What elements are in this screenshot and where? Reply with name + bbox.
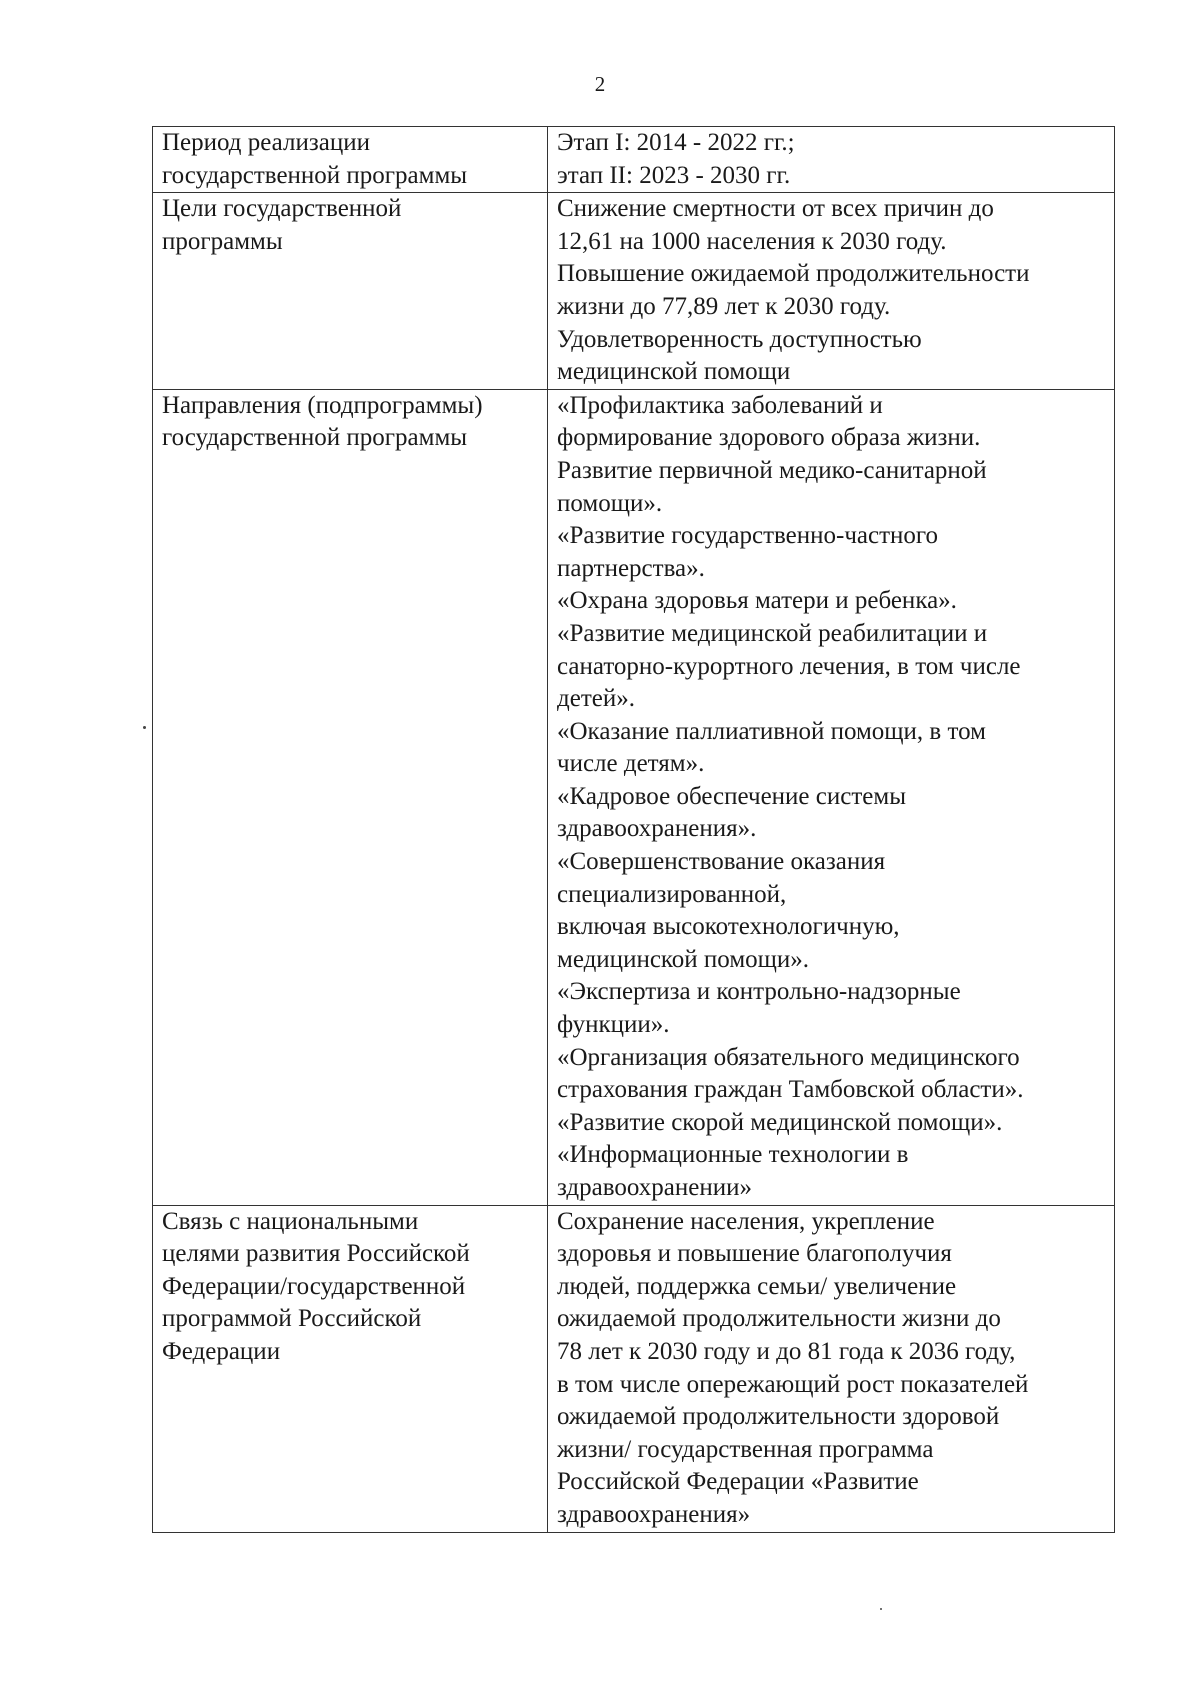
value-line: «Профилактика заболеваний и (557, 391, 883, 419)
value-line: Удовлетворенность доступностью (557, 325, 922, 353)
value-line: Снижение смертности от всех причин до (557, 195, 994, 223)
value-line: медицинской помощи». (557, 945, 810, 973)
value-line: Этап I: 2014 - 2022 гг.; (557, 129, 795, 156)
value-line: числе детям». (557, 750, 705, 778)
value-line: санаторно-курортного лечения, в том числе (557, 652, 1021, 680)
scan-speck (143, 726, 146, 729)
table-row-directions (153, 389, 1115, 1205)
value-line: в том числе опережающий рост показателей (557, 1370, 1029, 1398)
value-line: ожидаемой продолжительности здоровой (557, 1403, 1000, 1431)
label-cell-national-goals (153, 1205, 548, 1532)
value-line: здравоохранения». (557, 815, 757, 843)
label-line: государственной программы (162, 161, 468, 189)
label-line: Направления (подпрограммы) (162, 391, 483, 419)
value-line: Развитие первичной медико-санитарной (557, 456, 987, 484)
value-line: «Развитие скорой медицинской помощи». (557, 1108, 1003, 1136)
value-line: «Охрана здоровья матери и ребенка». (557, 587, 957, 615)
value-line: «Экспертиза и контрольно-надзорные (557, 978, 961, 1006)
label-line: Федерации (162, 1337, 281, 1365)
value-cell-directions (548, 389, 1115, 1205)
value-line: 78 лет к 2030 году и до 81 года к 2036 году, (557, 1337, 1016, 1365)
label-line: программой Российской (162, 1305, 422, 1333)
value-line: «Развитие медицинской реабилитации и (557, 619, 988, 647)
value-line: «Развитие государственно-частного (557, 522, 939, 550)
value-cell-goals (548, 193, 1115, 390)
value-line: Сохранение населения, укрепление (557, 1207, 935, 1235)
value-line: ожидаемой продолжительности жизни до (557, 1305, 1001, 1333)
value-line: включая высокотехнологичную, (557, 913, 900, 941)
label-line: программы (162, 227, 283, 255)
value-line: Российской Федерации «Развитие (557, 1468, 919, 1496)
value-cell-national-goals (548, 1205, 1115, 1532)
value-line: здоровья и повышение благополучия (557, 1240, 952, 1268)
value-line: «Организация обязательного медицинского (557, 1043, 1020, 1071)
program-passport-table (152, 126, 1115, 1533)
value-line: здравоохранении» (557, 1174, 752, 1201)
label-line: Связь с национальными (162, 1207, 419, 1235)
value-line: этап II: 2023 - 2030 гг. (557, 161, 791, 189)
table-row-national-goals (153, 1205, 1115, 1532)
scan-speck (880, 1608, 882, 1610)
value-line: 12,61 на 1000 населения к 2030 году. (557, 227, 947, 255)
value-line: жизни/ государственная программа (557, 1435, 934, 1463)
label-line: целями развития Российской (162, 1240, 470, 1268)
table-row-period (153, 127, 1115, 193)
table-row-goals (153, 193, 1115, 390)
value-line: «Информационные технологии в (557, 1141, 909, 1169)
label-line: государственной программы (162, 424, 468, 452)
value-line: медицинской помощи (557, 358, 791, 386)
value-line: страхования граждан Тамбовской области». (557, 1076, 1024, 1104)
value-cell-period (548, 127, 1115, 193)
value-line: жизни до 77,89 лет к 2030 году. (557, 292, 891, 320)
label-line: Федерации/государственной (162, 1272, 466, 1300)
value-line: функции». (557, 1011, 670, 1039)
label-cell-goals (153, 193, 548, 390)
label-line: Период реализации (162, 129, 370, 156)
label-cell-period (153, 127, 548, 193)
value-line: «Кадровое обеспечение системы (557, 782, 906, 810)
label-line: Цели государственной (162, 195, 402, 223)
value-line: детей». (557, 685, 635, 713)
page-number: 2 (594, 72, 606, 96)
value-line: здравоохранения» (557, 1500, 751, 1528)
value-line: «Совершенствование оказания (557, 848, 886, 876)
value-line: Повышение ожидаемой продолжительности (557, 260, 1030, 288)
value-line: «Оказание паллиативной помощи, в том (557, 717, 986, 745)
label-cell-directions (153, 389, 548, 1205)
value-line: специализированной, (557, 880, 787, 908)
value-line: партнерства». (557, 554, 705, 582)
value-line: помощи». (557, 489, 663, 517)
value-line: людей, поддержка семьи/ увеличение (557, 1272, 957, 1300)
value-line: формирование здорового образа жизни. (557, 424, 981, 452)
